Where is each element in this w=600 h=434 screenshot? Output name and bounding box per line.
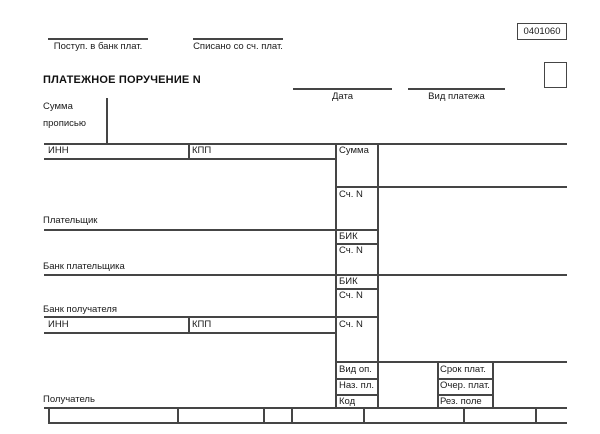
amount-label: Сумма	[339, 145, 369, 156]
divider	[44, 229, 377, 231]
divider	[293, 88, 392, 90]
op-type-label: Вид оп.	[339, 364, 372, 375]
term-label: Срок плат.	[440, 364, 486, 375]
payer-label: Плательщик	[43, 215, 98, 226]
payee-inn-label: ИНН	[48, 319, 69, 330]
divider	[44, 316, 377, 318]
payee-account-label: Сч. N	[339, 319, 363, 330]
divider	[335, 143, 337, 408]
divider	[335, 361, 567, 363]
divider	[44, 143, 567, 145]
form-code: 0401060	[523, 26, 561, 37]
payer-bank-account-label: Сч. N	[339, 245, 363, 256]
divider	[437, 361, 439, 408]
amount-words-label-2: прописью	[43, 118, 86, 129]
order-label: Очер. плат.	[440, 380, 490, 391]
divider	[188, 143, 190, 158]
stamp-received-label: Поступ. в банк плат.	[53, 41, 143, 52]
divider	[363, 407, 365, 422]
payee-bank-account-label: Сч. N	[339, 290, 363, 301]
divider	[44, 407, 567, 409]
payer-kpp-label: КПП	[192, 145, 212, 156]
reserve-field-label: Рез. поле	[440, 396, 482, 407]
payee-label: Получатель	[43, 394, 95, 405]
divider	[48, 38, 148, 40]
divider	[193, 38, 283, 40]
form-code-box	[517, 23, 567, 40]
divider	[44, 332, 335, 334]
divider	[48, 407, 50, 422]
amount-words-label-1: Сумма	[43, 101, 73, 112]
payee-bank-label: Банк получателя	[43, 304, 117, 315]
divider	[535, 407, 537, 422]
divider	[492, 361, 494, 408]
divider	[188, 316, 190, 332]
divider	[335, 186, 567, 188]
payer-account-label: Сч. N	[339, 189, 363, 200]
payer-bank-label: Банк плательщика	[43, 261, 125, 272]
code-label: Код	[339, 396, 356, 407]
payee-bank-bik-label: БИК	[339, 276, 358, 287]
divider	[408, 88, 505, 90]
divider	[377, 143, 379, 408]
payment-type-label: Вид платежа	[428, 91, 485, 102]
payer-bank-bik-label: БИК	[339, 231, 358, 242]
divider	[106, 98, 108, 143]
marker-box	[544, 62, 567, 88]
divider	[44, 158, 335, 160]
form-title: ПЛАТЕЖНОЕ ПОРУЧЕНИЕ N	[43, 74, 201, 86]
purpose-label: Наз. пл.	[339, 380, 374, 391]
divider	[48, 422, 567, 424]
divider	[263, 407, 265, 422]
divider	[291, 407, 293, 422]
payer-inn-label: ИНН	[48, 145, 69, 156]
divider	[44, 274, 567, 276]
divider	[463, 407, 465, 422]
payee-kpp-label: КПП	[192, 319, 212, 330]
stamp-debited-label: Списано со сч. плат.	[193, 41, 283, 52]
divider	[177, 407, 179, 422]
date-label: Дата	[331, 91, 354, 102]
